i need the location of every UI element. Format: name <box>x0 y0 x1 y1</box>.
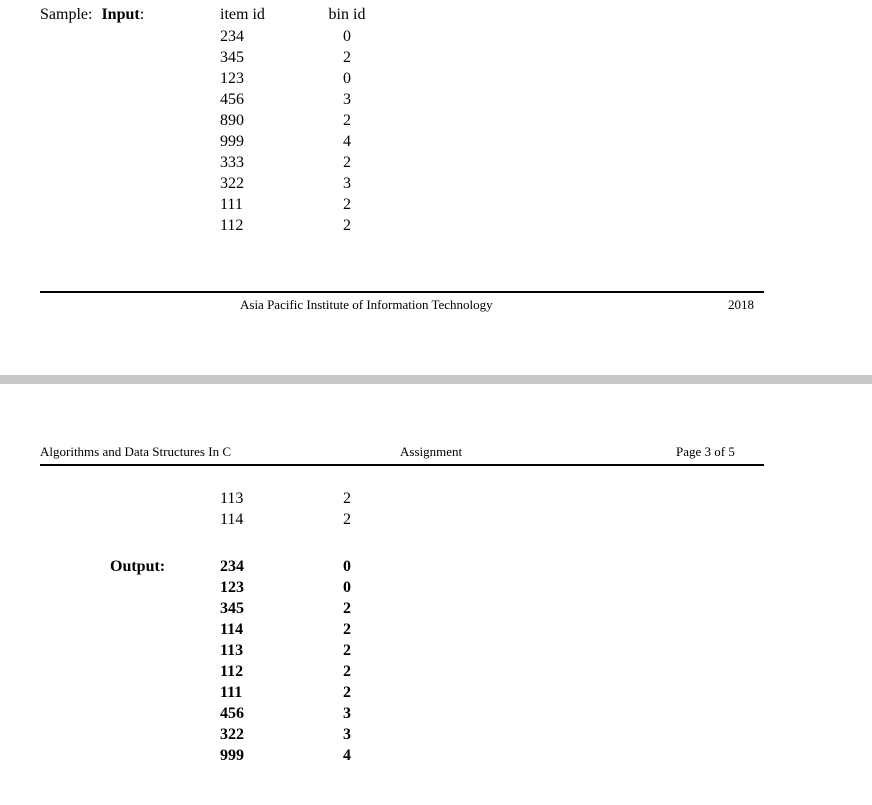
header-page-info: Page 3 of 5 <box>676 444 735 459</box>
output-row-bin-id: 3 <box>343 726 351 743</box>
output-row-bin-id: 2 <box>343 663 351 680</box>
input-row-bin-id: 2 <box>343 490 351 507</box>
output-row-bin-id: 3 <box>343 705 351 722</box>
input-row-bin-id: 2 <box>343 196 351 213</box>
input-row-bin-id: 2 <box>343 49 351 66</box>
input-row-bin-id: 3 <box>343 175 351 192</box>
output-row-bin-id: 0 <box>343 579 351 596</box>
input-row-item-id: 322 <box>220 175 244 192</box>
input-row-item-id: 113 <box>220 490 244 507</box>
input-row-bin-id: 2 <box>343 154 351 171</box>
output-row-item-id: 999 <box>220 747 244 764</box>
output-row-item-id: 345 <box>220 600 244 617</box>
input-label: Input <box>101 6 140 23</box>
output-label: Output: <box>110 558 166 575</box>
input-row-bin-id: 0 <box>343 28 351 45</box>
sample-label <box>40 5 144 25</box>
input-row-bin-id: 4 <box>343 133 351 150</box>
output-row-item-id: 322 <box>220 726 244 743</box>
input-row-item-id: 333 <box>220 154 244 171</box>
sample-text: Sample: <box>40 6 93 23</box>
output-row-bin-id: 2 <box>343 642 351 659</box>
output-row-item-id: 111 <box>220 684 243 701</box>
output-row-bin-id: 2 <box>343 600 351 617</box>
output-row-bin-id: 2 <box>343 621 351 638</box>
input-row-bin-id: 2 <box>343 112 351 129</box>
input-row-item-id: 890 <box>220 112 244 129</box>
header-doc-type: Assignment <box>400 444 463 459</box>
input-row-item-id: 456 <box>220 91 244 108</box>
output-row-item-id: 123 <box>220 579 244 596</box>
footer-year: 2018 <box>728 297 754 312</box>
input-row-item-id: 345 <box>220 49 244 66</box>
input-colon: : <box>139 6 145 23</box>
footer-institute: Asia Pacific Institute of Information Technology <box>240 297 493 312</box>
header-rule <box>40 464 764 466</box>
output-row-bin-id: 4 <box>343 747 351 764</box>
output-row-item-id: 456 <box>220 705 244 722</box>
output-row-bin-id: 2 <box>343 684 351 701</box>
output-row-item-id: 113 <box>220 642 244 659</box>
output-row-item-id: 234 <box>220 558 244 575</box>
input-row-item-id: 999 <box>220 133 244 150</box>
input-row-item-id: 123 <box>220 70 244 87</box>
input-row-bin-id: 3 <box>343 91 351 108</box>
output-row-item-id: 114 <box>220 621 244 638</box>
footer-rule <box>40 291 764 293</box>
input-row-bin-id: 2 <box>343 217 351 234</box>
input-row-item-id: 234 <box>220 28 244 45</box>
output-row-item-id: 112 <box>220 663 244 680</box>
input-row-item-id: 114 <box>220 511 244 528</box>
input-row-item-id: 111 <box>220 196 243 213</box>
output-row-bin-id: 0 <box>343 558 351 575</box>
input-row-item-id: 112 <box>220 217 244 234</box>
input-row-bin-id: 0 <box>343 70 351 87</box>
input-row-bin-id: 2 <box>343 511 351 528</box>
header-course: Algorithms and Data Structures In C <box>40 444 231 459</box>
item-id-header: item id <box>220 6 265 23</box>
page-separator <box>0 375 872 384</box>
bin-id-header: bin id <box>328 6 366 23</box>
